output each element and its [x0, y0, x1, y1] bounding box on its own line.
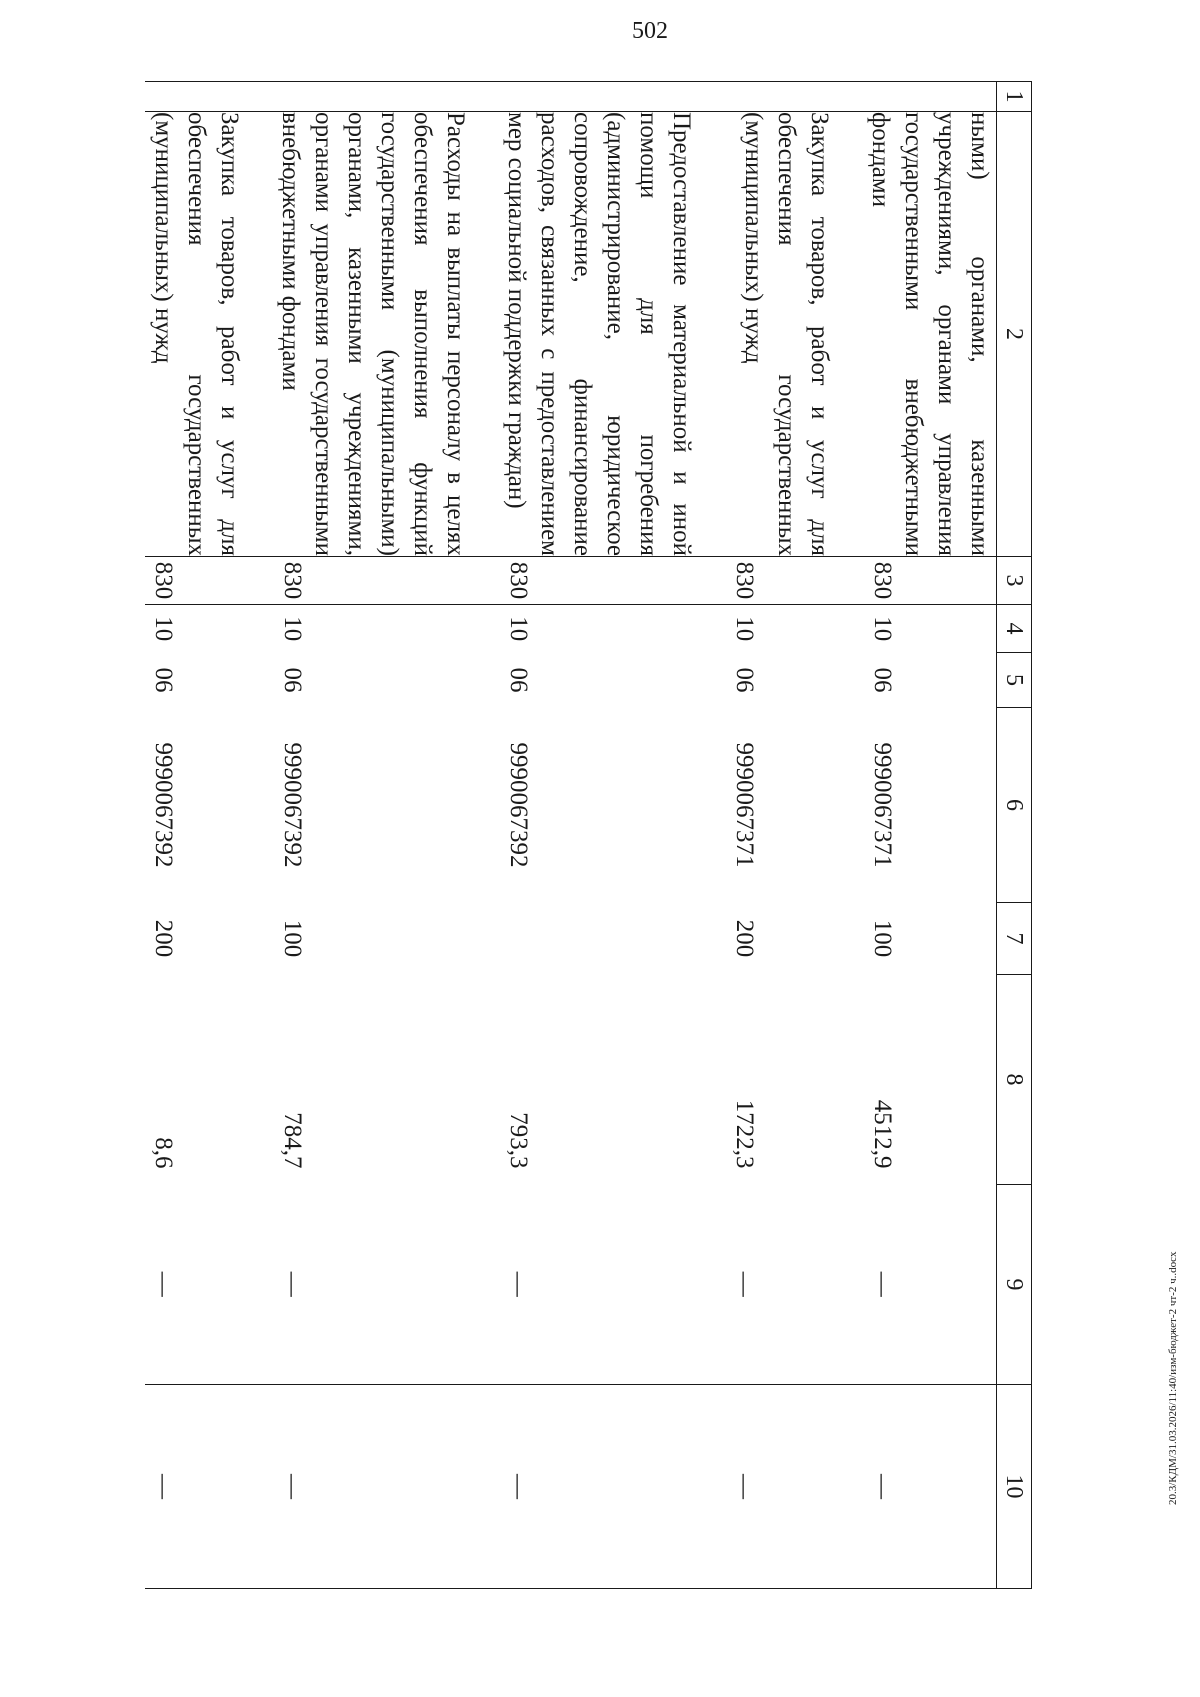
cell-col10: — [274, 1385, 500, 1589]
cell-col9: — [505, 1271, 532, 1297]
cell-col5: 06 [505, 667, 532, 693]
cell-col1 [864, 82, 997, 112]
cell-col6: 9990067392 [279, 742, 306, 868]
cell-col5: 06 [869, 667, 896, 693]
cell-col4: 10 [869, 616, 896, 642]
cell-col3: 830 [145, 557, 274, 605]
row-description: Закупка товаров, работ и услуг для обеспечения государственных (муниципальных) нужд [145, 112, 274, 557]
cell-col3: 830 [274, 557, 500, 605]
column-header: 5 [997, 653, 1032, 708]
cell-col8: 4512,9 [869, 1099, 896, 1169]
cell-col3: 830 [864, 557, 997, 605]
cell-col7: 200 [731, 919, 758, 958]
table-row [726, 82, 864, 1589]
cell-col7: 100 [279, 919, 306, 958]
cell-col1 [726, 82, 864, 112]
document-footer-reference: 20.3/КДМ/31.03.2026/11:40/изм-бюджет-2 чт-2 ч..docx [1167, 1251, 1179, 1505]
cell-col6: 9990067392 [150, 742, 177, 868]
table-header-row [997, 82, 1032, 1589]
cell-col7: 100 [869, 919, 896, 958]
column-header: 1 [997, 82, 1032, 112]
cell-col1 [274, 82, 500, 112]
cell-col4: 10 [731, 616, 758, 642]
cell-col9: — [150, 1271, 177, 1297]
cell-col4: 10 [279, 616, 306, 642]
cell-col9: — [731, 1271, 758, 1297]
table-row [864, 82, 997, 1589]
cell-col5: 06 [150, 667, 177, 693]
row-description: Предоставление материальной и иной помощи для погребения (администрирование, юридическое сопровождение, финансирование расходов, связанных с предоставлением мер социальной поддержки граждан) [500, 112, 726, 557]
cell-col10: — [145, 1385, 274, 1589]
cell-col1 [145, 82, 274, 112]
cell-col6: 9990067392 [505, 742, 532, 868]
cell-col8: 1722,3 [731, 1099, 758, 1169]
cell-col10: — [500, 1385, 726, 1589]
column-header: 8 [997, 975, 1032, 1185]
cell-col6: 9990067371 [869, 742, 896, 868]
cell-col4: 10 [505, 616, 532, 642]
column-header: 7 [997, 903, 1032, 975]
cell-col7: 200 [150, 919, 177, 958]
column-header: 2 [997, 112, 1032, 557]
rotated-table-container [150, 81, 1032, 1588]
cell-col10: — [726, 1385, 864, 1589]
cell-col9: — [869, 1271, 896, 1297]
column-header: 4 [997, 605, 1032, 653]
table-row [274, 82, 500, 1589]
row-description: ными) органами, казенными учреждениями, органами управления государственными внебюджетными фондами [864, 112, 997, 557]
cell-col8: 784,7 [279, 1112, 306, 1169]
cell-col8: 793,3 [505, 1112, 532, 1169]
row-description: Расходы на выплаты персоналу в целях обеспечения выполнения функций государственными (муниципальными) органами, казенными учреждениями, органами управления государственными внебюджетными фондами [274, 112, 500, 557]
page-number: 502 [632, 18, 668, 44]
table-row [145, 82, 274, 1589]
cell-col3: 830 [500, 557, 726, 605]
cell-col8: 8,6 [150, 1137, 177, 1169]
table-row [500, 82, 726, 1589]
cell-col6: 9990067371 [731, 742, 758, 868]
cell-col1 [500, 82, 726, 112]
cell-col9: — [279, 1271, 306, 1297]
cell-col5: 06 [279, 667, 306, 693]
budget-table [145, 81, 1032, 1589]
row-description: Закупка товаров, работ и услуг для обеспечения государственных (муниципальных) нужд [726, 112, 864, 557]
cell-col7 [500, 903, 726, 975]
cell-col4: 10 [150, 616, 177, 642]
cell-col3: 830 [726, 557, 864, 605]
column-header: 9 [997, 1185, 1032, 1385]
cell-col10: — [864, 1385, 997, 1589]
cell-col5: 06 [731, 667, 758, 693]
column-header: 3 [997, 557, 1032, 605]
column-header: 6 [997, 708, 1032, 903]
column-header: 10 [997, 1385, 1032, 1589]
